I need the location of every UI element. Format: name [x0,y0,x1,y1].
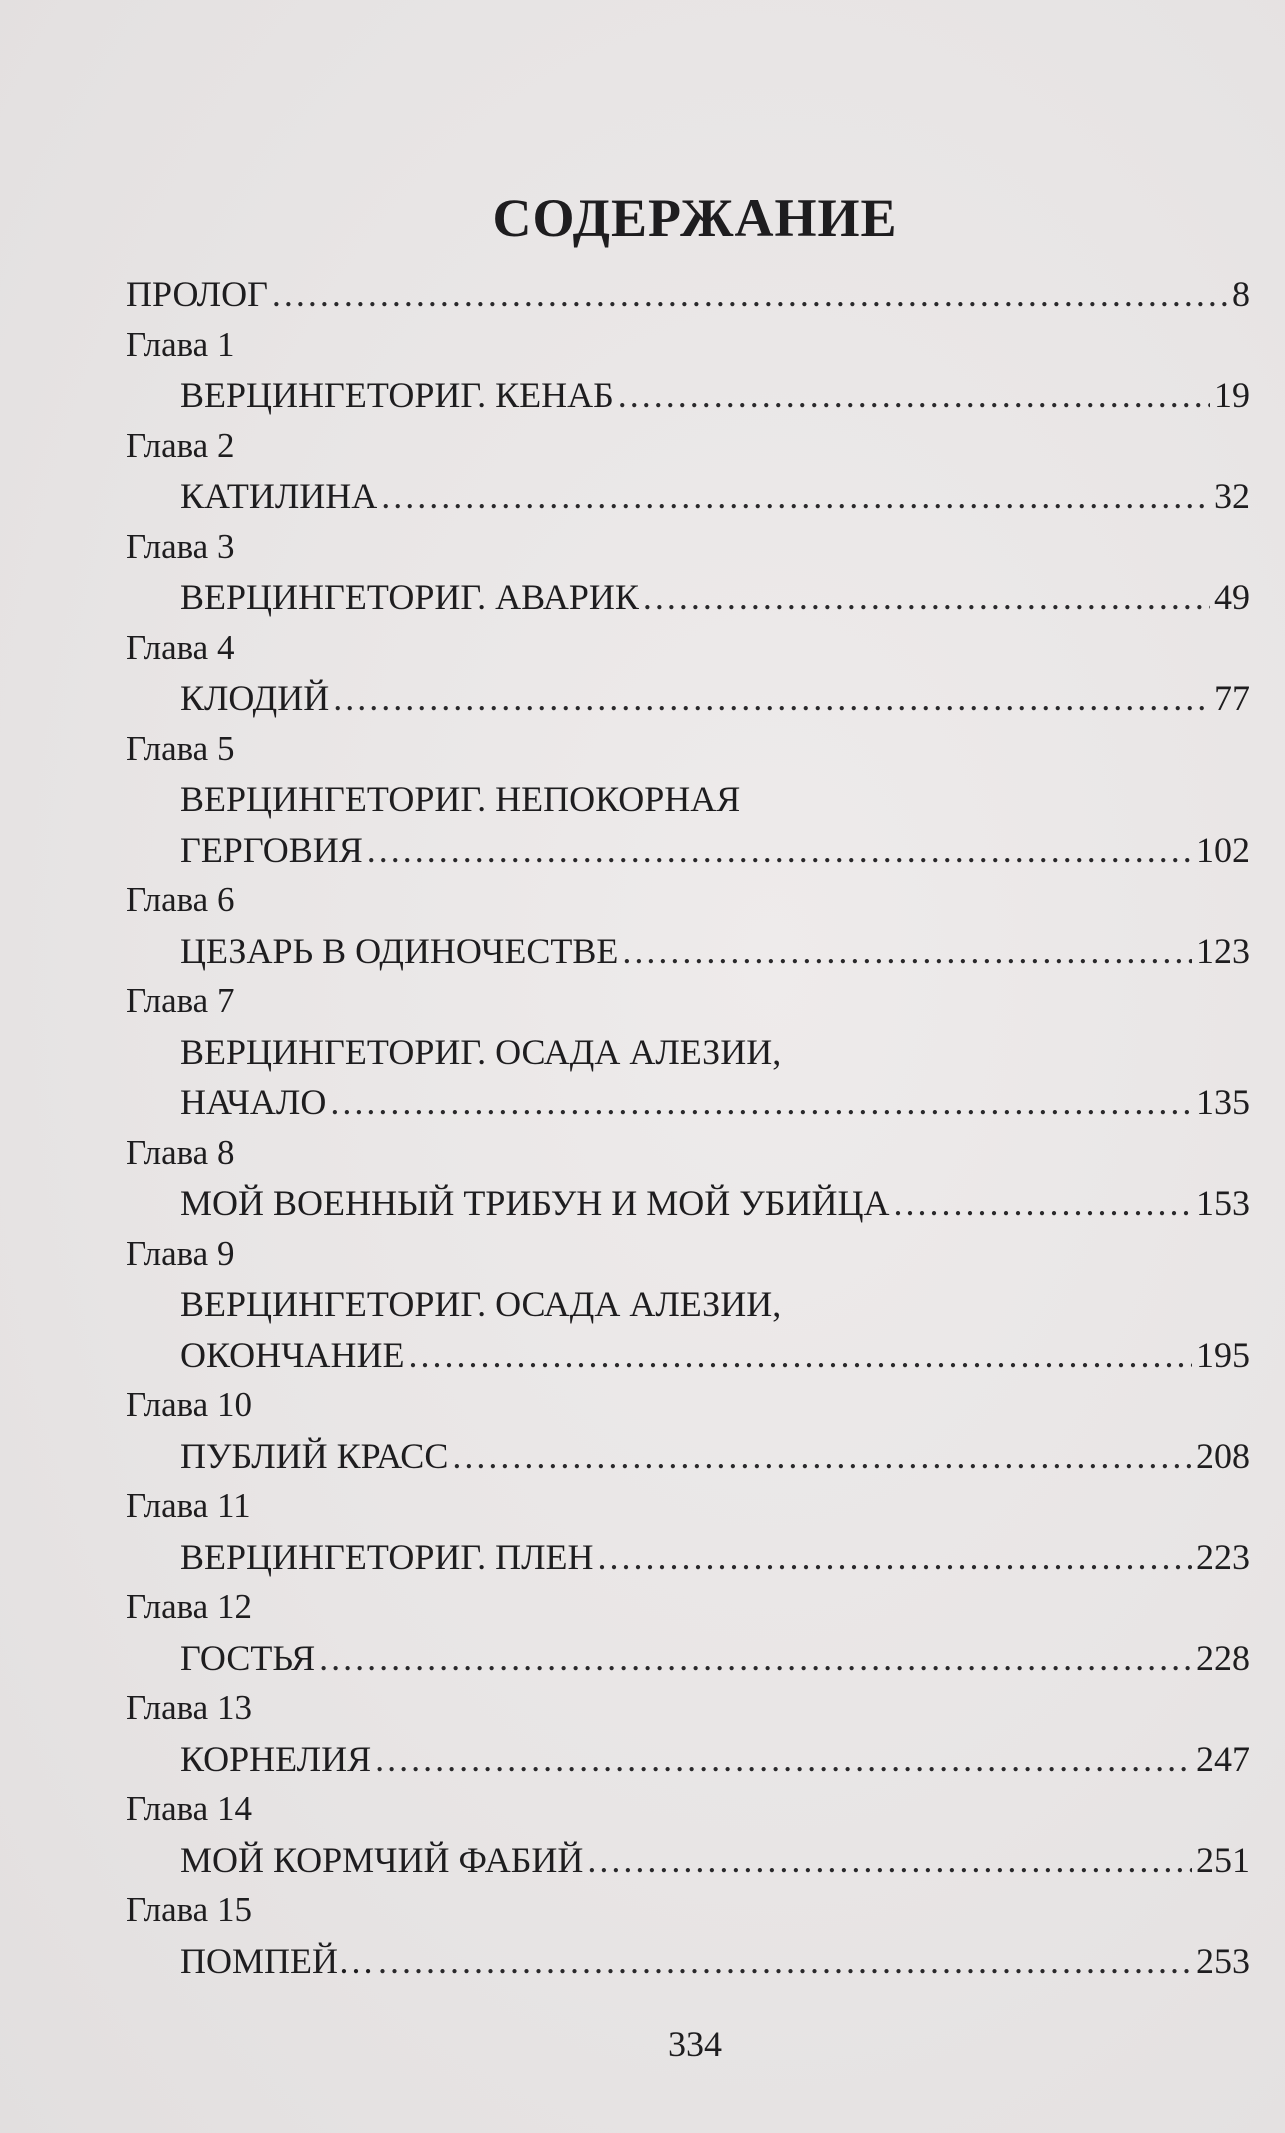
dot-leader [333,676,1210,720]
toc-entry [180,676,1250,720]
page-title: СОДЕРЖАНИЕ [492,188,898,248]
toc-entry-title: НАЧАЛО [180,1082,327,1122]
toc-page-number: 228 [1196,1637,1250,1678]
toc-entry [180,828,1250,872]
dot-leader [622,929,1192,973]
toc-page-number: 77 [1214,678,1250,718]
toc-entry-title: МОЙ КОРМЧИЙ ФАБИЙ [180,1839,584,1880]
toc-entry-title: МОЙ ВОЕННЫЙ ТРИБУН И МОЙ УБИЙЦА [180,1183,890,1223]
toc-page-number: 123 [1196,930,1250,971]
toc-page-number: 253 [1196,1940,1250,1981]
toc-page-number: 32 [1214,476,1250,516]
page-number: 334 [668,2024,722,2064]
dot-leader [272,272,1228,316]
toc-entry-title: ПУБЛИЙ КРАСС [180,1435,449,1476]
toc-page-number: 208 [1196,1435,1250,1476]
toc-page-number: 247 [1196,1738,1250,1779]
toc-entry-prologue [126,272,1250,316]
toc-entry-title: ГЕРГОВИЯ [180,829,363,870]
toc-entry-title: ПОМПЕЙ… [180,1940,374,1981]
dot-leader [381,474,1210,518]
toc-page-number: 223 [1196,1536,1250,1577]
toc-entry-title: КАТИЛИНА [180,476,378,516]
chapter-label: Глава 2 [126,425,235,465]
chapter-label: Глава 15 [126,1890,252,1929]
chapter-label: Глава 11 [126,1486,251,1525]
chapter-label: Глава 8 [126,1132,235,1172]
chapter-label: Глава 4 [126,627,235,667]
toc-page-number: 49 [1214,577,1250,617]
chapter-label: Глава 10 [126,1385,252,1424]
dot-leader [378,1939,1192,1983]
toc-entry [180,474,1250,518]
toc-page-number: 19 [1214,375,1250,415]
dot-leader [587,1838,1192,1882]
toc-entry-title: КЛОДИЙ [180,678,330,718]
chapter-label: Глава 12 [126,1587,252,1626]
chapter-label: Глава 1 [126,324,235,364]
toc-page-number: 251 [1196,1839,1250,1880]
dot-leader [409,1333,1193,1377]
toc-page-number: 135 [1196,1082,1250,1122]
toc-entry-title: ВЕРЦИНГЕТОРИГ. ОСАДА АЛЕЗИИ, [180,1284,782,1324]
toc-entry-title: ПРОЛОГ [126,274,268,314]
dot-leader [330,1080,1192,1124]
toc-entry [180,1737,1250,1781]
toc-entry [180,929,1250,973]
toc-entry [180,1333,1250,1377]
chapter-label: Глава 3 [126,526,235,566]
chapter-label: Глава 14 [126,1789,252,1828]
chapter-label: Глава 9 [126,1233,235,1273]
toc-entry-title: ВЕРЦИНГЕТОРИГ. КЕНАБ [180,375,614,415]
toc-entry-title: ГОСТЬЯ [180,1637,316,1678]
toc-entry-title: ОКОНЧАНИЕ [180,1334,405,1375]
toc-entry [180,1535,1250,1579]
toc-entry [180,373,1250,417]
toc-entry [180,1636,1250,1680]
toc-entry-title: ВЕРЦИНГЕТОРИГ. ПЛЕН [180,1536,594,1577]
dot-leader [319,1636,1192,1680]
dot-leader [643,575,1210,619]
toc-page-number: 153 [1196,1183,1250,1223]
dot-leader [367,828,1192,872]
toc-entry-title: ВЕРЦИНГЕТОРИГ. ОСАДА АЛЕЗИИ, [180,1031,782,1072]
toc-entry [180,1838,1250,1882]
toc-entry [180,1434,1250,1478]
dot-leader [375,1737,1192,1781]
chapter-label: Глава 13 [126,1688,252,1727]
toc-entry [180,575,1250,619]
toc-entry [180,1080,1250,1124]
dot-leader [598,1535,1192,1579]
toc-page-number: 8 [1232,274,1250,314]
dot-leader [618,373,1210,417]
dot-leader [893,1181,1192,1225]
toc-entry-title: ВЕРЦИНГЕТОРИГ. АВАРИК [180,577,639,617]
dot-leader [452,1434,1192,1478]
toc-entry-title: ВЕРЦИНГЕТОРИГ. НЕПОКОРНАЯ [180,779,741,819]
toc-entry [180,1939,1250,1983]
toc-page-number: 102 [1196,829,1250,870]
chapter-label: Глава 7 [126,981,235,1020]
toc-page-number: 195 [1196,1334,1250,1375]
chapter-label: Глава 6 [126,880,235,919]
chapter-label: Глава 5 [126,728,235,768]
toc-entry [180,1181,1250,1225]
toc-entry-title: ЦЕЗАРЬ В ОДИНОЧЕСТВЕ [180,930,619,971]
toc-entry-title: КОРНЕЛИЯ [180,1738,372,1779]
